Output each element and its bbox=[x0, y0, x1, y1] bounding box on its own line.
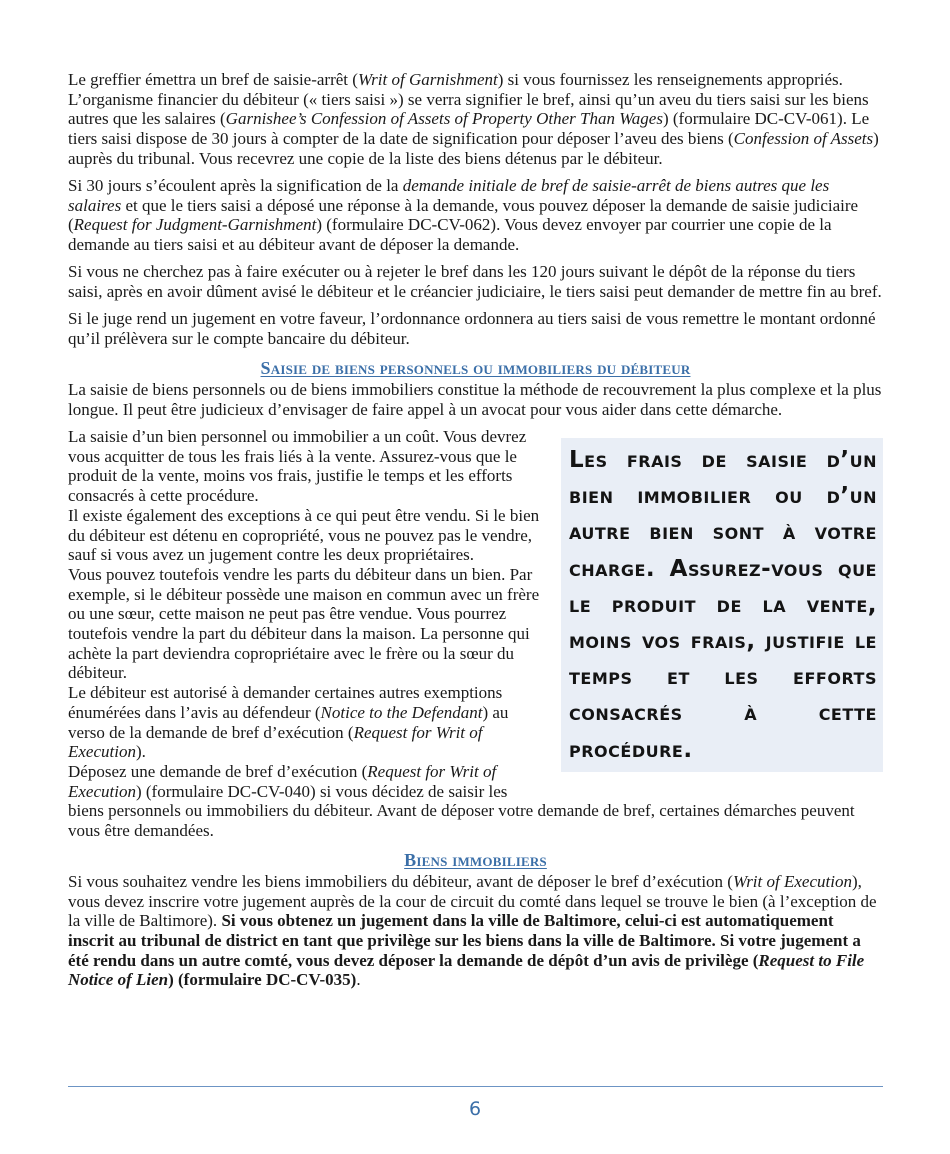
paragraph-seizure-cost: La saisie d’un bien personnel ou immobilier a un coût. Vous devrez vous acquitter de tous les frais liés à la vente. Assurez-vous que le produit de la vente, moins vos frais, justifie le temps et les efforts consacrés à cette procédure. bbox=[68, 427, 527, 506]
paragraph-120-days: Si vous ne cherchez pas à faire exécuter ou à rejeter le bref dans les 120 jours suivant le dépôt de la réponse du tiers saisi, après en avoir dûment avisé le débiteur et le créancier judiciaire, le tiers saisi peut demander de mettre fin au bref. bbox=[68, 262, 882, 302]
bold-lien-notice: Si vous obtenez un jugement dans la ville de Baltimore, celui-ci est automatiquement inscrit au tribunal de district en tant que privilège sur les biens dans la ville de Baltimore. Si votre jugement a été rendu dans un autre comté, vous devez déposer la demande de dépôt d’un avis de privilège (Request to File Notice of Lien) (formulaire DC-CV-035) bbox=[68, 911, 865, 990]
paragraph-exceptions: Il existe également des exceptions à ce qui peut être vendu. Si le bien du débiteur est détenu en copropriété, vous ne pouvez pas le vendre, sauf si vous avez un jugement contre les deux propriétaires. bbox=[68, 505, 540, 565]
paragraph-writ-of-garnishment: Le greffier émettra un bref de saisie-arrêt (Writ of Garnishment) si vous fournissez les renseignements appropriés. L’organisme financier du débiteur (« tiers saisi ») se verra signifier le bref, ainsi qu’un aveu du tiers saisi sur les biens autres que les salaires (Garnishee’s Confession of Assets of Property Other Than Wages) (formulaire DC-CV-061). Le tiers saisi dispose de 30 jours à compter de la date de signification pour déposer l’aveu des biens (Confession of Assets) auprès du tribunal. Vous recevrez une copie de la liste des biens détenus par le débiteur. bbox=[68, 70, 879, 168]
paragraph-real-property: Si vous souhaitez vendre les biens immobiliers du débiteur, avant de déposer le bref d’exécution (Writ of Execution), vous devez inscrire votre jugement auprès de la cour de circuit du comté dans lequel se trouve le bien (à l’exception de la ville de Baltimore). Si vous obtenez un jugement dans la ville de Baltimore, celui-ci est automatiquement inscrit au tribunal de district en tant que privilège sur les biens dans la ville de Baltimore. Si votre jugement a été rendu dans un autre comté, vous devez déposer la demande de dépôt d’un avis de privilège (Request to File Notice of Lien) (formulaire DC-CV-035). bbox=[68, 871, 877, 990]
callout-box: Les frais de saisie d’un bien immobilier ou d’un autre bien sont à votre charge. Assurez-vous que le produit de la vente, moins vos frais, justifie le temps et les efforts consacrés à cette procédure. bbox=[561, 438, 883, 772]
paragraph-seizure-intro: La saisie de biens personnels ou de biens immobiliers constitue la méthode de recouvrement la plus complexe et la plus longue. Il peut être judicieux d’envisager de faire appel à un avocat pour vous aider dans cette démarche. bbox=[68, 380, 882, 419]
section-heading-property-seizure: Saisie de biens personnels ou immobiliers du débiteur bbox=[260, 358, 691, 379]
paragraph-file-writ-request: Déposez une demande de bref d’exécution (Request for Writ of Execution) (formulaire DC-CV-040) si vous décidez de saisir les biens personnels ou immobiliers du débiteur. Avant de déposer votre demande de bref, certaines démarches peuvent vous être demandées. bbox=[68, 762, 855, 841]
paragraph-judge-ruling: Si le juge rend un jugement en votre faveur, l’ordonnance ordonnera au tiers saisi de vous remettre le montant ordonné qu’il prélèvera sur le compte bancaire du débiteur. bbox=[68, 309, 876, 348]
paragraph-judgment-garnishment: Si 30 jours s’écoulent après la signification de la demande initiale de bref de saisie-arrêt de biens autres que les salaires et que le tiers saisi a déposé une réponse à la demande, vous pouvez déposer la demande de saisie judiciaire (Request for Judgment-Garnishment) (formulaire DC-CV-062). Vous devez envoyer par courrier une copie de la demande au tiers saisi et au débiteur avant de déposer la demande. bbox=[68, 176, 859, 255]
paragraph-notice-to-defendant: Le débiteur est autorisé à demander certaines autres exemptions énumérées dans l’avis au défendeur (Notice to the Defendant) au verso de la demande de bref d’exécution (Request for Writ of Execution). bbox=[68, 683, 509, 762]
section-heading-real-property: Biens immobiliers bbox=[404, 849, 547, 870]
page-number: 6 bbox=[468, 1098, 482, 1120]
footer-divider bbox=[68, 1086, 883, 1087]
paragraph-debtor-shares: Vous pouvez toutefois vendre les parts du débiteur dans un bien. Par exemple, si le débiteur possède une maison en commun avec un frère ou une sœur, cette maison ne peut pas être vendue. Vous pourrez toutefois vendre la part du débiteur dans la maison. La personne qui achète la part deviendra copropriétaire avec le frère ou la sœur du débiteur. bbox=[68, 564, 540, 683]
page-content bbox=[68, 70, 883, 998]
